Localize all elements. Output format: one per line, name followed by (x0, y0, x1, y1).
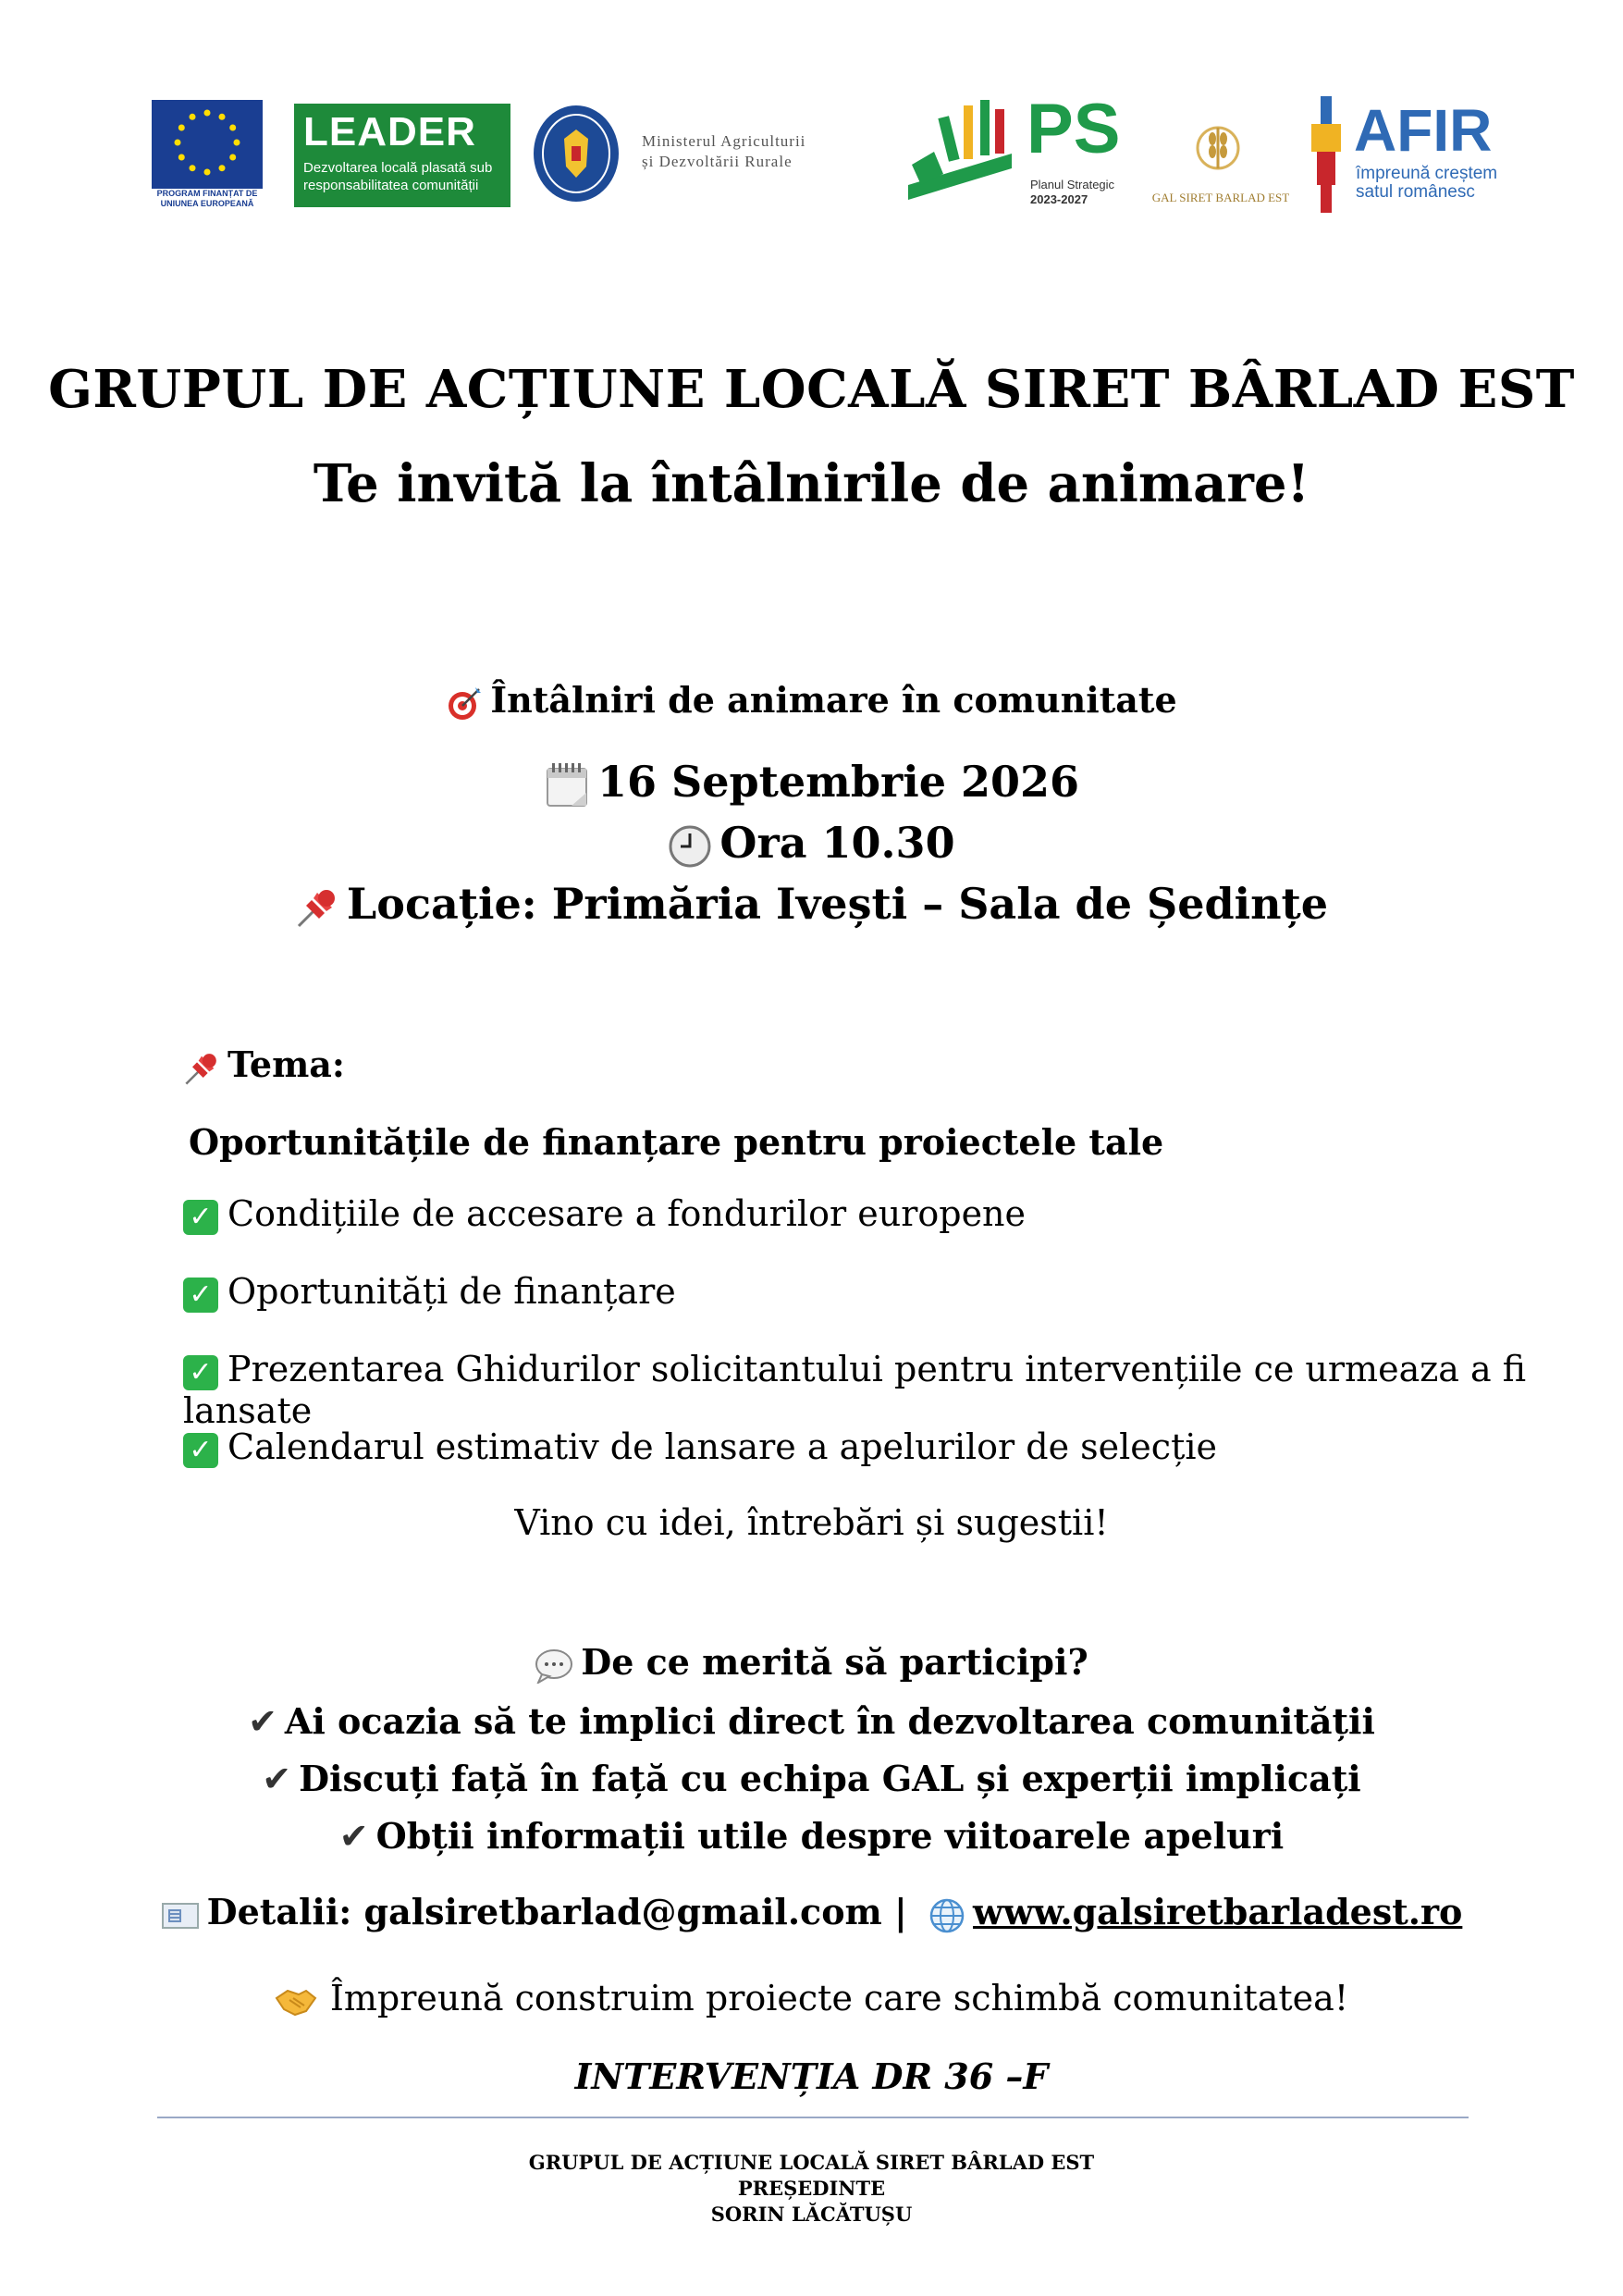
footer-divider (157, 2117, 1469, 2118)
check-box-icon: ✓ (183, 1200, 218, 1235)
calendar-icon (544, 761, 590, 809)
leader-logo (294, 104, 510, 207)
tema-subject: Oportunitățile de finanțare pentru proiectele tale (189, 1121, 1164, 1163)
event-time: Ora 10.30 (719, 818, 955, 868)
contact-line (0, 1891, 1623, 1934)
eu-flag-logo (152, 100, 263, 209)
tema-item-text: Oportunități de finanțare (227, 1271, 676, 1312)
tema-label-line (183, 1043, 345, 1087)
email-icon (161, 1902, 200, 1930)
list-item (183, 1349, 1623, 1431)
list-item (0, 1815, 1623, 1857)
afir-line1: împreună creștem (1356, 164, 1498, 183)
ps-stripes-icon (903, 96, 1017, 209)
ps-logo (903, 90, 1126, 215)
clock-icon (668, 824, 712, 869)
wheat-sun-icon (1186, 113, 1250, 178)
gal-caption: GAL SIRET BARLAD EST (1151, 191, 1290, 204)
closing-text: Împreună construim proiecte care schimbă comunitatea! (329, 1978, 1349, 2018)
gal-logo (1147, 107, 1295, 209)
why-item-text: Obții informații utile despre viitoarele apeluri (375, 1815, 1285, 1857)
leader-title: LEADER (303, 109, 476, 154)
pushpin-icon (295, 885, 339, 930)
ps-caption (1030, 178, 1114, 207)
tema-item-text: Calendarul estimativ de lansare a apelurilor de selecție (227, 1426, 1217, 1467)
invite-text: Vino cu idei, întrebări și sugestii! (514, 1502, 1109, 1543)
event-location: Locație: Primăria Ivești – Sala de Ședințe (346, 879, 1329, 929)
afir-logo (1308, 93, 1502, 218)
leader-subtitle: Dezvoltarea locală plasată sub responsabilitatea comunității (303, 160, 493, 193)
website-link[interactable]: www.galsiretbarladest.ro (973, 1891, 1463, 1932)
event-date-line (0, 757, 1623, 809)
afir-caption (1356, 165, 1497, 202)
tema-label: Tema: (227, 1043, 345, 1085)
contact-email: Detalii: galsiretbarlad@gmail.com | (206, 1891, 907, 1932)
event-location-line (0, 879, 1623, 930)
tema-item-text: Condițiile de accesare a fondurilor europene (227, 1193, 1027, 1234)
check-box-icon: ✓ (183, 1355, 218, 1390)
dart-target-icon (446, 685, 483, 722)
list-item (0, 1758, 1623, 1799)
footer-org: GRUPUL DE ACȚIUNE LOCALĂ SIRET BÂRLAD EST (528, 2151, 1095, 2174)
footer-name: SORIN LĂCĂTUȘU (710, 2203, 913, 2226)
tema-item-text: Prezentarea Ghidurilor solicitantului pentru intervențiile ce urmeaza a fi lansate (183, 1349, 1527, 1431)
check-mark-icon: ✔ (338, 1816, 369, 1857)
footer (0, 2150, 1623, 2228)
why-item-text: Ai ocazia să te implici direct în dezvoltarea comunității (284, 1700, 1375, 1742)
ps-line1: Planul Strategic (1030, 178, 1115, 191)
why-heading-line (0, 1641, 1623, 1684)
list-item (183, 1193, 1026, 1235)
check-mark-icon: ✔ (248, 1701, 277, 1742)
ministry-line2: și Dezvoltării Rurale (642, 153, 793, 170)
afir-title: AFIR (1354, 97, 1493, 164)
footer-role: PREȘEDINTE (737, 2177, 886, 2200)
afir-emblem-icon (1308, 96, 1345, 213)
list-item (0, 1700, 1623, 1742)
why-heading: De ce merită să participi? (581, 1641, 1088, 1683)
page-subtitle: Te invită la întâlnirile de animare! (313, 453, 1310, 514)
government-seal-logo (531, 102, 621, 205)
event-heading: Întâlniri de animare în comunitate (490, 679, 1177, 721)
ministry-logo (642, 131, 901, 172)
closing-line (0, 1978, 1623, 2018)
check-box-icon: ✓ (183, 1278, 218, 1313)
list-item (183, 1426, 1217, 1468)
event-heading-line (0, 679, 1623, 722)
ps-line2: 2023-2027 (1030, 192, 1088, 206)
event-date: 16 Septembrie 2026 (596, 757, 1080, 807)
why-item-text: Discuți față în față cu echipa GAL și experții implicați (299, 1758, 1361, 1799)
logo-bar (148, 90, 1498, 222)
speech-bubble-icon (535, 1648, 573, 1684)
intervention-code: INTERVENȚIA DR 36 –F (574, 2055, 1049, 2097)
ministry-line1: Ministerul Agriculturii (642, 132, 806, 150)
globe-icon (928, 1897, 965, 1934)
eu-stars-icon (170, 105, 244, 179)
event-time-line (0, 818, 1623, 869)
pushpin-icon (183, 1050, 220, 1087)
handshake-icon (275, 1985, 317, 2018)
page-title: GRUPUL DE ACȚIUNE LOCALĂ SIRET BÂRLAD EST (48, 359, 1575, 420)
check-box-icon: ✓ (183, 1433, 218, 1468)
check-mark-icon: ✔ (262, 1759, 292, 1799)
afir-line2: satul românesc (1356, 182, 1475, 202)
list-item (183, 1271, 676, 1313)
ps-title: PS (1027, 90, 1121, 168)
eu-caption: PROGRAM FINANȚAT DE UNIUNEA EUROPEANĂ (152, 189, 263, 209)
